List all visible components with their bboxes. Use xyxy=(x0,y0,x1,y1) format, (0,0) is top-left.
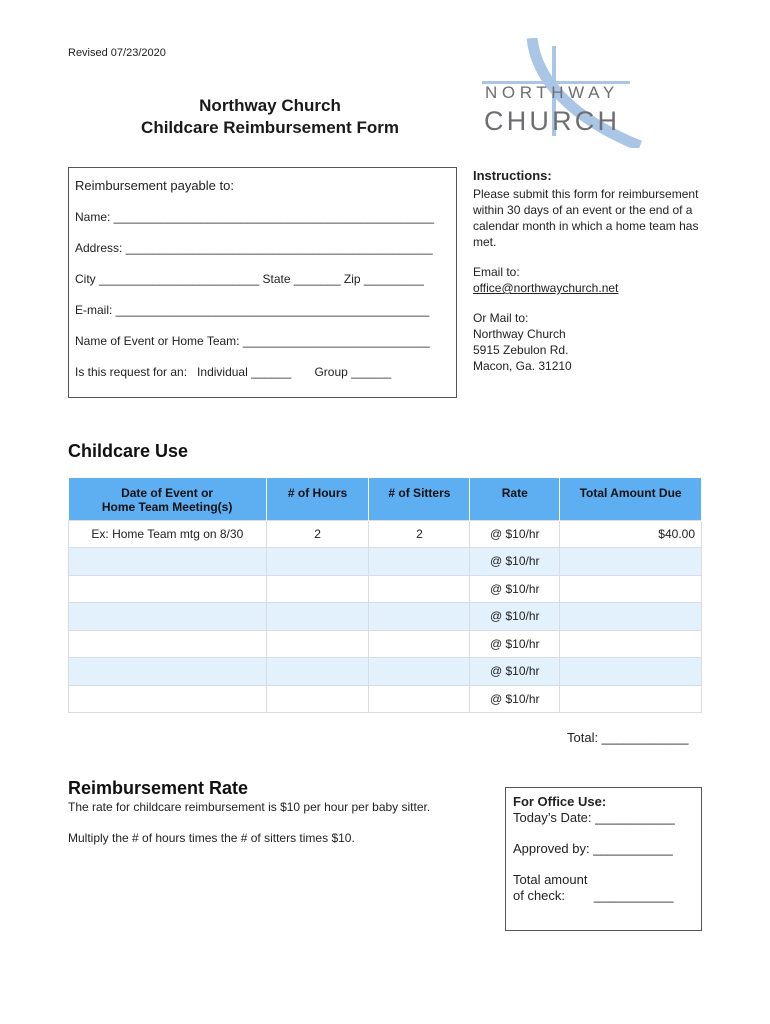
childcare-use-heading: Childcare Use xyxy=(68,441,189,461)
city-state-zip-field[interactable]: City ________________________ State _______ Zip _________ xyxy=(75,272,424,286)
northway-church-logo xyxy=(470,38,650,148)
email-field[interactable]: E-mail: _______________________________________________ xyxy=(75,303,430,317)
rate-calculation: Multiply the # of hours times the # of sitters times $10. xyxy=(68,831,355,845)
total-cell[interactable] xyxy=(560,685,702,713)
rate-cell: @ $10/hr xyxy=(470,630,560,658)
table-row xyxy=(69,603,702,631)
total-cell[interactable] xyxy=(560,548,702,576)
office-use-box xyxy=(505,787,702,931)
hours-cell[interactable] xyxy=(266,658,369,686)
mail-city: Macon, Ga. 31210 xyxy=(473,359,572,373)
mail-name: Northway Church xyxy=(473,327,566,341)
sitters-cell[interactable] xyxy=(369,630,470,658)
instructions-body: Please submit this form for reimbursement within 30 days of an event or the end of a calendar month in which a home team has met. xyxy=(473,187,699,249)
title-form: Childcare Reimbursement Form xyxy=(141,118,399,137)
total-cell[interactable] xyxy=(560,575,702,603)
childcare-use-table xyxy=(68,478,702,713)
example-row xyxy=(69,520,702,548)
total-cell[interactable] xyxy=(560,630,702,658)
hours-cell[interactable] xyxy=(266,630,369,658)
table-row xyxy=(69,658,702,686)
payee-info-box xyxy=(68,167,457,398)
event-name-field[interactable]: Name of Event or Home Team: ____________________________ xyxy=(75,334,430,348)
rate-cell: @ $10/hr xyxy=(470,685,560,713)
todays-date-field[interactable]: Today’s Date: ___________ xyxy=(513,810,675,825)
sitters-cell[interactable] xyxy=(369,575,470,603)
total-cell[interactable] xyxy=(560,658,702,686)
date-cell[interactable] xyxy=(69,630,267,658)
rate-description: The rate for childcare reimbursement is $10 per hour per baby sitter. xyxy=(68,800,431,814)
hours-cell[interactable] xyxy=(266,575,369,603)
revised-date: Revised 07/23/2020 xyxy=(68,47,166,59)
office-use-heading: For Office Use: xyxy=(513,794,607,809)
email-to-label: Email to: xyxy=(473,265,520,279)
logo-graphic xyxy=(470,38,650,148)
check-amount-label: Total amount xyxy=(513,872,588,887)
hours-cell[interactable] xyxy=(266,603,369,631)
rate-cell: @ $10/hr xyxy=(470,575,560,603)
title-church: Northway Church xyxy=(199,96,341,115)
table-row xyxy=(69,685,702,713)
payable-heading: Reimbursement payable to: xyxy=(75,178,234,193)
table-row xyxy=(69,630,702,658)
table-row xyxy=(69,548,702,576)
hours-cell[interactable] xyxy=(266,548,369,576)
sitters-cell[interactable] xyxy=(369,603,470,631)
total-cell[interactable] xyxy=(560,603,702,631)
col-hours-header: # of Hours xyxy=(266,478,369,520)
check-amount-field[interactable]: of check: ___________ xyxy=(513,888,674,903)
mail-to-label: Or Mail to: xyxy=(473,311,529,325)
date-cell[interactable] xyxy=(69,575,267,603)
table-header-row xyxy=(69,478,702,520)
address-field[interactable]: Address: ______________________________________________ xyxy=(75,241,433,255)
instructions-panel xyxy=(473,168,713,374)
rate-cell: @ $10/hr xyxy=(470,658,560,686)
sitters-cell[interactable] xyxy=(369,548,470,576)
office-email-link[interactable]: office@northwaychurch.net xyxy=(473,281,619,295)
rate-cell: @ $10/hr xyxy=(470,603,560,631)
date-cell[interactable] xyxy=(69,548,267,576)
mail-street: 5915 Zebulon Rd. xyxy=(473,343,569,357)
example-hours: 2 xyxy=(266,520,369,548)
example-date: Ex: Home Team mtg on 8/30 xyxy=(69,520,267,548)
hours-cell[interactable] xyxy=(266,685,369,713)
date-cell[interactable] xyxy=(69,685,267,713)
approved-by-field[interactable]: Approved by: ___________ xyxy=(513,841,673,856)
col-rate-header: Rate xyxy=(470,478,560,520)
example-rate: @ $10/hr xyxy=(470,520,560,548)
name-field[interactable]: Name: ________________________________________________ xyxy=(75,210,435,224)
table-row xyxy=(69,575,702,603)
col-total-header: Total Amount Due xyxy=(560,478,702,520)
example-total: $40.00 xyxy=(560,520,702,548)
instructions-heading: Instructions: xyxy=(473,168,552,183)
example-sitters: 2 xyxy=(369,520,470,548)
logo-text-church: CHURCH xyxy=(484,106,621,136)
reimbursement-rate-heading: Reimbursement Rate xyxy=(68,778,249,798)
logo-text-northway: NORTHWAY xyxy=(485,83,619,102)
col-sitters-header: # of Sitters xyxy=(369,478,470,520)
grand-total-field[interactable]: Total: ____________ xyxy=(567,730,689,745)
sitters-cell[interactable] xyxy=(369,658,470,686)
rate-cell: @ $10/hr xyxy=(470,548,560,576)
sitters-cell[interactable] xyxy=(369,685,470,713)
page-title xyxy=(110,95,430,139)
request-type-field[interactable]: Is this request for an: Individual ______ Group ______ xyxy=(75,365,392,379)
date-cell[interactable] xyxy=(69,658,267,686)
col-date-header: Date of Event or Home Team Meeting(s) xyxy=(69,478,267,520)
date-cell[interactable] xyxy=(69,603,267,631)
